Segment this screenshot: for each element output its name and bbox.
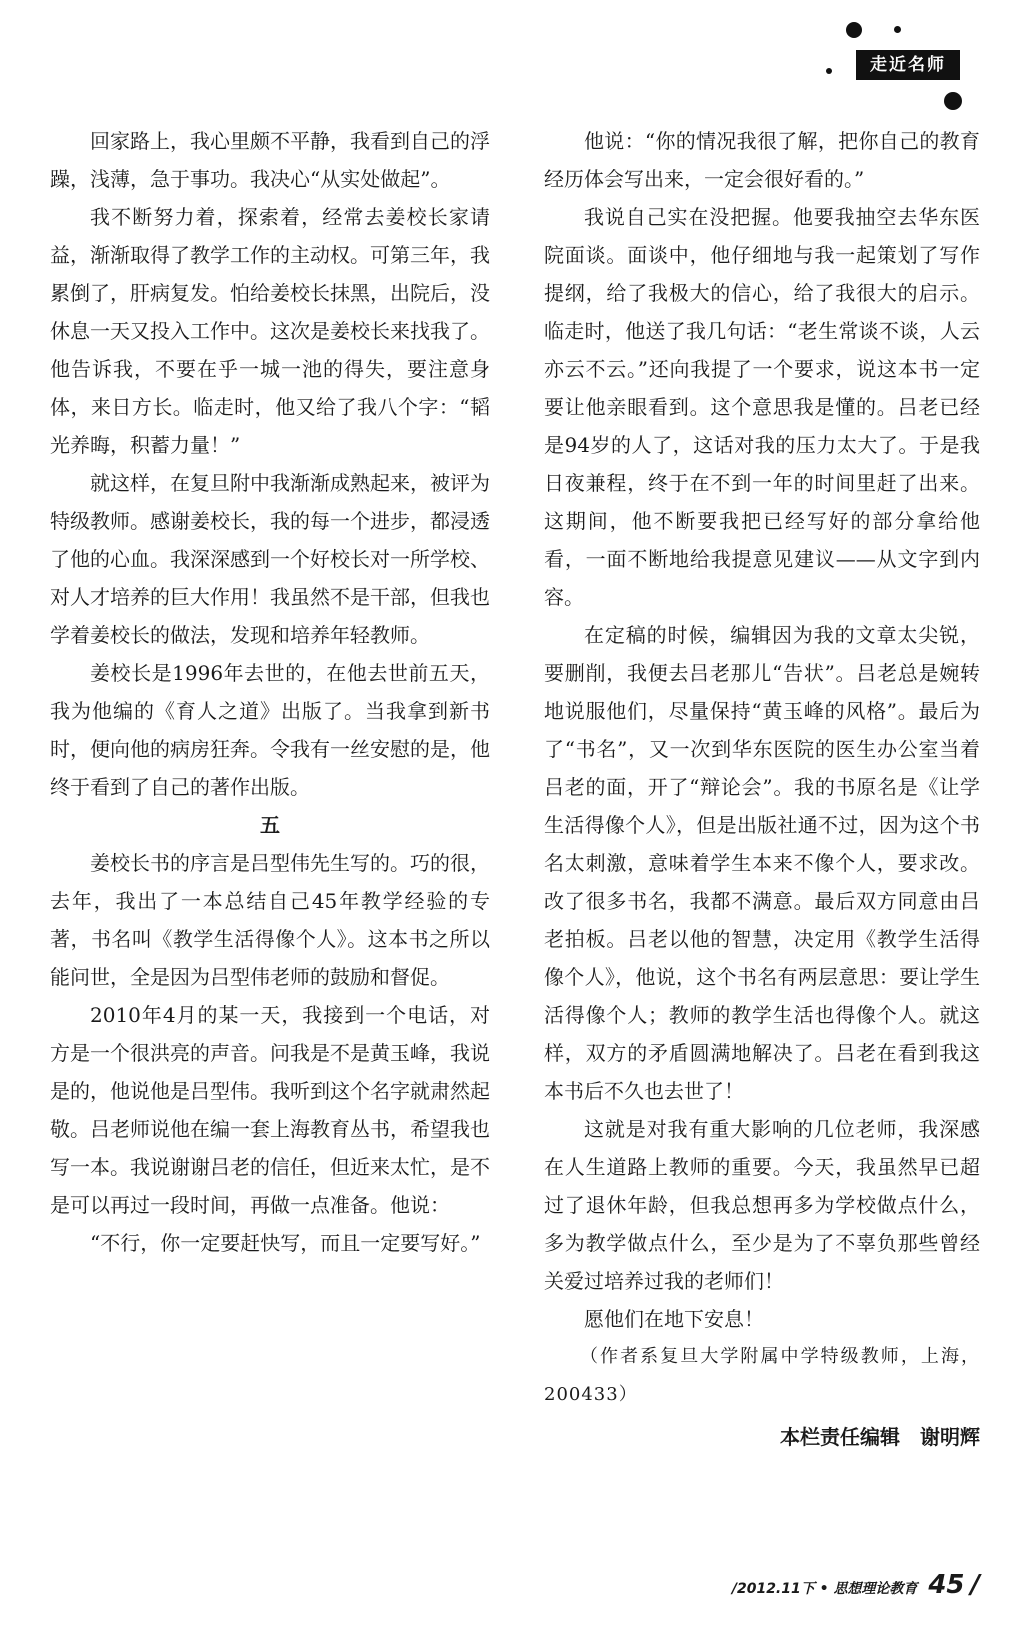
paragraph: 愿他们在地下安息！ bbox=[584, 1307, 764, 1331]
section-label: 走近名师 bbox=[856, 50, 960, 80]
paragraph: 回家路上，我心里颇不平静，我看到自己的浮躁，浅薄，急于事功。我决心“从实处做起”。 bbox=[50, 129, 490, 191]
bullet-separator: • bbox=[819, 1581, 829, 1597]
author-note: （作者系复旦大学附属中学特级教师，上海，200433） bbox=[544, 1346, 980, 1405]
paragraph: 姜校长是1996年去世的，在他去世前五天，我为他编的《育人之道》出版了。当我拿到新书时，便向他的病房狂奔。令我有一丝安慰的是，他终于看到了自己的著作出版。 bbox=[50, 661, 490, 799]
section-heading: 五 bbox=[260, 813, 280, 837]
page-number: 45 bbox=[928, 1570, 965, 1600]
paragraph: 2010年4月的某一天，我接到一个电话，对方是一个很洪亮的声音。问我是不是黄玉峰，我说是的，他说他是吕型伟。我听到这个名字就肃然起敬。吕老师说他在编一套上海教育丛书，希望我也写一本。我说谢谢吕老的信任，但近来太忙，是不是可以再过一段时间，再做一点准备。他说： bbox=[50, 1003, 490, 1217]
paragraph: 我不断努力着，探索着，经常去姜校长家请益，渐渐取得了教学工作的主动权。可第三年，我累倒了，肝病复发。怕给姜校长抹黑，出院后，没休息一天又投入工作中。这次是姜校长来找我了。他告诉我，不要在乎一城一池的得失，要注意身体，来日方长。临走时，他又给了我八个字：“韬光养晦，积蓄力量！” bbox=[50, 205, 490, 457]
decorative-dot bbox=[826, 68, 832, 74]
footer-slash: / bbox=[970, 1570, 980, 1600]
decorative-dot bbox=[846, 22, 862, 38]
decorative-dot bbox=[944, 92, 962, 110]
paragraph: 这就是对我有重大影响的几位老师，我深感在人生道路上教师的重要。今天，我虽然早已超过了退休年龄，但我总想再多为学校做点什么，多为教学做点什么，至少是为了不辜负那些曾经关爱过培养过我的老师们！ bbox=[544, 1117, 980, 1293]
page-footer bbox=[700, 1570, 980, 1600]
paragraph: 我说自己实在没把握。他要我抽空去华东医院面谈。面谈中，他仔细地与我一起策划了写作提纲，给了我极大的信心，给了我很大的启示。临走时，他送了我几句话：“老生常谈不谈，人云亦云不云。”还向我提了一个要求，说这本书一定要让他亲眼看到。这个意思我是懂的。吕老已经是94岁的人了，这话对我的压力太大了。于是我日夜兼程，终于在不到一年的时间里赶了出来。这期间，他不断要我把已经写好的部分拿给他看，一面不断地给我提意见建议——从文字到内容。 bbox=[544, 205, 980, 609]
paragraph: 就这样，在复旦附中我渐渐成熟起来，被评为特级教师。感谢姜校长，我的每一个进步，都浸透了他的心血。我深深感到一个好校长对一所学校、对人才培养的巨大作用！我虽然不是干部，但我也学着姜校长的做法，发现和培养年轻教师。 bbox=[50, 471, 490, 647]
paragraph: 他说：“你的情况我很了解，把你自己的教育经历体会写出来，一定会很好看的。” bbox=[544, 129, 980, 191]
paragraph: “不行，你一定要赶快写，而且一定要写好。” bbox=[90, 1231, 481, 1255]
editor-credit: 本栏责任编辑 谢明辉 bbox=[780, 1425, 980, 1449]
right-column bbox=[544, 122, 980, 1456]
journal-name: 思想理论教育 bbox=[833, 1581, 918, 1597]
paragraph: 在定稿的时候，编辑因为我的文章太尖锐，要删削，我便去吕老那儿“告状”。吕老总是婉转地说服他们，尽量保持“黄玉峰的风格”。最后为了“书名”，又一次到华东医院的医生办公室当着吕老的面，开了“辩论会”。我的书原名是《让学生活得像个人》，但是出版社通不过，因为这个书名太刺激，意味着学生本来不像个人，要求改。改了很多书名，我都不满意。最后双方同意由吕老拍板。吕老以他的智慧，决定用《教学生活得像个人》，他说，这个书名有两层意思：要让学生活得像个人；教师的教学生活也得像个人。就这样，双方的矛盾圆满地解决了。吕老在看到我这本书后不久也去世了！ bbox=[544, 623, 980, 1103]
footer-slash: / bbox=[731, 1581, 737, 1597]
issue-label: 2012.11下 bbox=[736, 1581, 815, 1597]
paragraph: 姜校长书的序言是吕型伟先生写的。巧的很，去年，我出了一本总结自己45年教学经验的专著，书名叫《教学生活得像个人》。这本书之所以能问世，全是因为吕型伟老师的鼓励和督促。 bbox=[50, 851, 490, 989]
decorative-dot bbox=[894, 26, 901, 33]
left-column bbox=[50, 122, 490, 1262]
